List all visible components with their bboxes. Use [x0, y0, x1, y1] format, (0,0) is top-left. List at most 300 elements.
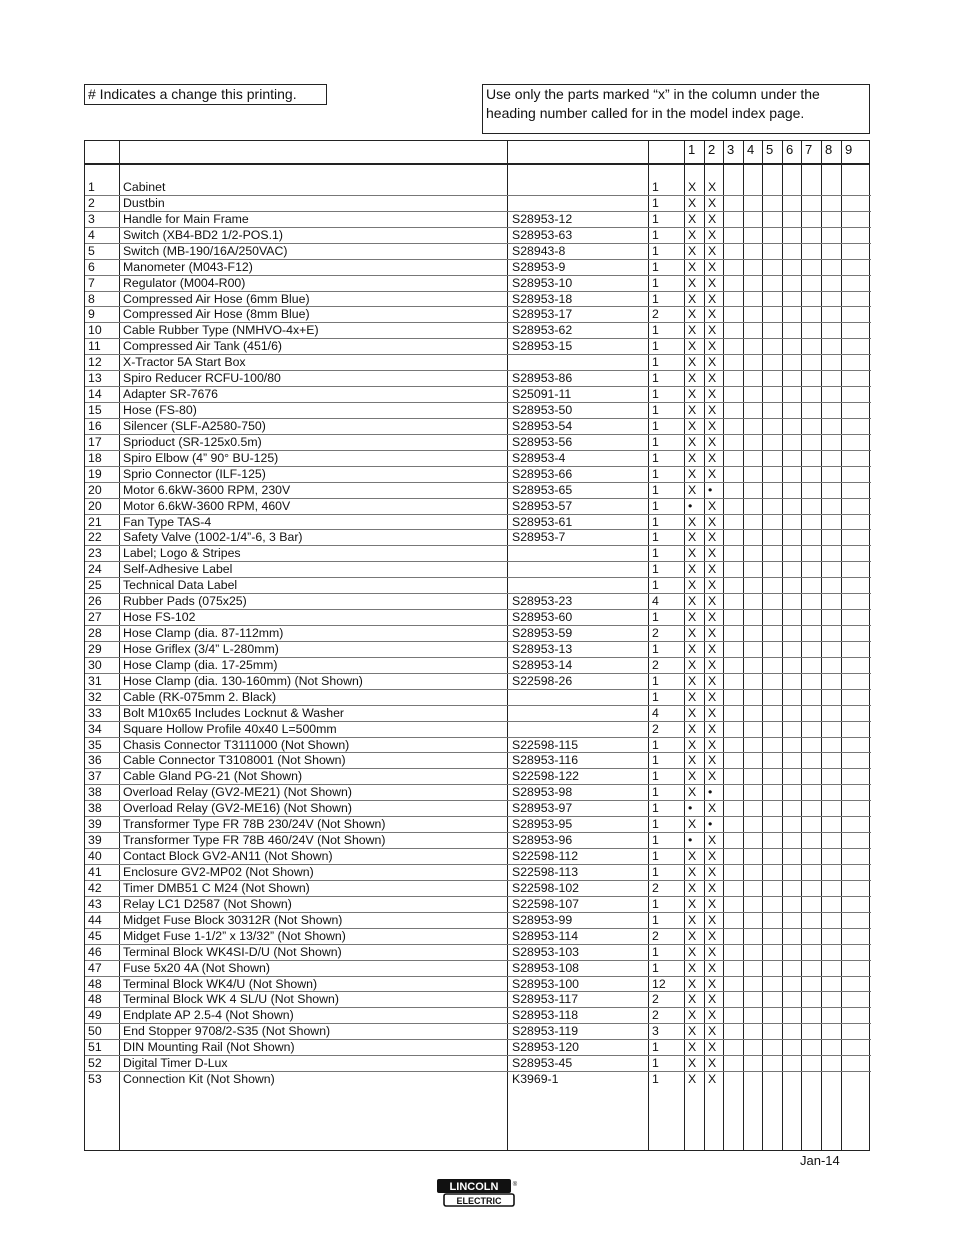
item-number: 9: [88, 307, 95, 322]
part-description: Terminal Block WK4SI-D/U (Not Shown): [123, 944, 342, 959]
model-column-header: 8: [825, 142, 833, 157]
lincoln-electric-logo: [436, 1178, 518, 1208]
quantity: 1: [652, 482, 659, 497]
part-description: End Stopper 9708/2-S35 (Not Shown): [123, 1024, 331, 1039]
item-number: 21: [88, 514, 102, 529]
part-number: S28953-120: [512, 1040, 580, 1055]
part-number: S28953-86: [512, 371, 573, 386]
part-number: S28953-45: [512, 1056, 573, 1071]
item-number: 32: [88, 689, 102, 704]
part-description: DIN Mounting Rail (Not Shown): [123, 1040, 295, 1055]
quantity: 4: [652, 594, 659, 609]
model-1-mark: X: [688, 896, 697, 911]
quantity: 4: [652, 705, 659, 720]
part-number: S28953-59: [512, 626, 573, 641]
column-divider: [782, 141, 783, 1150]
item-number: 49: [88, 1008, 102, 1023]
model-column-header: 2: [708, 142, 716, 157]
quantity: 1: [652, 769, 659, 784]
item-number: 38: [88, 801, 102, 816]
model-2-mark: X: [708, 1072, 717, 1087]
model-2-mark: X: [708, 546, 717, 561]
model-1-mark: X: [688, 450, 697, 465]
part-description: Motor 6.6kW-3600 RPM, 460V: [123, 498, 291, 513]
model-1-mark: X: [688, 323, 697, 338]
model-1-mark: X: [688, 434, 697, 449]
model-2-mark: X: [708, 912, 717, 927]
part-number: S28953-63: [512, 227, 573, 242]
model-1-mark: X: [688, 339, 697, 354]
part-number: S28953-14: [512, 657, 573, 672]
item-number: 39: [88, 833, 102, 848]
part-description: Hose (FS-80): [123, 403, 197, 418]
item-number: 44: [88, 912, 102, 927]
model-1-mark: •: [688, 801, 693, 816]
part-description: Label; Logo & Stripes: [123, 546, 241, 561]
part-number: S22598-102: [512, 880, 580, 895]
model-2-mark: X: [708, 769, 717, 784]
model-1-mark: X: [688, 944, 697, 959]
item-number: 14: [88, 387, 102, 402]
model-2-mark: X: [708, 403, 717, 418]
quantity: 1: [652, 291, 659, 306]
model-2-mark: X: [708, 976, 717, 991]
model-2-mark: X: [708, 864, 717, 879]
item-number: 11: [88, 339, 101, 354]
item-number: 31: [88, 673, 102, 688]
model-1-mark: X: [688, 689, 697, 704]
item-number: 2: [88, 195, 95, 210]
model-2-mark: X: [708, 466, 717, 481]
model-2-mark: X: [708, 1008, 717, 1023]
model-1-mark: X: [688, 721, 697, 736]
quantity: 1: [652, 227, 659, 242]
model-1-mark: X: [688, 912, 697, 927]
part-number: S28953-10: [512, 275, 573, 290]
model-2-mark: X: [708, 737, 717, 752]
model-2-mark: X: [708, 323, 717, 338]
model-1-mark: X: [688, 976, 697, 991]
quantity: 12: [652, 976, 666, 991]
part-number: S28953-119: [512, 1024, 579, 1039]
item-number: 48: [88, 976, 102, 991]
part-description: Handle for Main Frame: [123, 211, 249, 226]
model-1-mark: X: [688, 673, 697, 688]
part-number: S28953-4: [512, 450, 566, 465]
change-marker-note: [84, 84, 327, 105]
part-description: Spiro Elbow (4” 90° BU-125): [123, 450, 279, 465]
model-1-mark: X: [688, 928, 697, 943]
model-1-mark: X: [688, 1072, 697, 1087]
part-description: Terminal Block WK4/U (Not Shown): [123, 976, 318, 991]
change-marker-text: # Indicates a change this printing.: [88, 86, 297, 102]
model-column-header: 9: [845, 142, 853, 157]
model-1-mark: X: [688, 546, 697, 561]
item-number: 22: [88, 530, 102, 545]
model-2-mark: X: [708, 641, 717, 656]
part-description: Self-Adhesive Label: [123, 562, 233, 577]
column-divider: [821, 141, 822, 1150]
part-description: Fan Type TAS-4: [123, 514, 212, 529]
part-number: K3969-1: [512, 1072, 559, 1087]
part-number: S28953-96: [512, 833, 573, 848]
part-description: Compressed Air Hose (6mm Blue): [123, 291, 310, 306]
model-1-mark: X: [688, 259, 697, 274]
model-2-mark: X: [708, 180, 717, 194]
quantity: 1: [652, 546, 659, 561]
part-description: Spiro Reducer RCFU-100/80: [123, 371, 281, 386]
model-2-mark: X: [708, 211, 717, 226]
quantity: 2: [652, 992, 659, 1007]
quantity: 2: [652, 657, 659, 672]
column-divider: [743, 141, 744, 1150]
item-number: 7: [88, 275, 95, 290]
item-number: 18: [88, 450, 102, 465]
part-description: X-Tractor 5A Start Box: [123, 355, 246, 370]
quantity: 1: [652, 1056, 659, 1071]
part-description: Midget Fuse Block 30312R (Not Shown): [123, 912, 343, 927]
item-number: 15: [88, 403, 102, 418]
model-1-mark: X: [688, 275, 697, 290]
model-2-mark: X: [708, 1024, 717, 1039]
item-number: 39: [88, 817, 102, 832]
usage-note: [482, 84, 870, 134]
quantity: 1: [652, 355, 659, 370]
model-2-mark: X: [708, 896, 717, 911]
part-number: S28953-95: [512, 817, 573, 832]
part-number: S22598-112: [512, 849, 579, 864]
part-description: Motor 6.6kW-3600 RPM, 230V: [123, 482, 291, 497]
model-2-mark: X: [708, 339, 717, 354]
quantity: 1: [652, 450, 659, 465]
quantity: 1: [652, 785, 659, 800]
revision-date: Jan-14: [800, 1153, 840, 1168]
model-2-mark: X: [708, 944, 717, 959]
model-1-mark: X: [688, 880, 697, 895]
item-number: 5: [88, 243, 95, 258]
quantity: 1: [652, 849, 659, 864]
part-description: Transformer Type FR 78B 460/24V (Not Shown): [123, 833, 386, 848]
quantity: 1: [652, 418, 659, 433]
item-number: 24: [88, 562, 102, 577]
quantity: 2: [652, 928, 659, 943]
model-1-mark: X: [688, 753, 697, 768]
model-1-mark: X: [688, 769, 697, 784]
part-description: Compressed Air Tank (451/6): [123, 339, 283, 354]
model-1-mark: X: [688, 626, 697, 641]
part-description: Cabinet: [123, 180, 166, 194]
part-description: Hose Griflex (3/4” L-280mm): [123, 641, 279, 656]
model-2-mark: X: [708, 594, 717, 609]
model-1-mark: X: [688, 403, 697, 418]
model-2-mark: X: [708, 705, 717, 720]
part-number: S22598-107: [512, 896, 580, 911]
part-description: Enclosure GV2-MP02 (Not Shown): [123, 864, 314, 879]
quantity: 2: [652, 307, 659, 322]
part-description: Bolt M10x65 Includes Locknut & Washer: [123, 705, 345, 720]
part-description: Terminal Block WK 4 SL/U (Not Shown): [123, 992, 339, 1007]
model-2-mark: X: [708, 721, 717, 736]
part-number: S28953-50: [512, 403, 573, 418]
model-2-mark: X: [708, 418, 717, 433]
column-divider: [119, 141, 120, 1150]
quantity: 1: [652, 960, 659, 975]
part-description: Relay LC1 D2587 (Not Shown): [123, 896, 292, 911]
item-number: 29: [88, 641, 102, 656]
part-number: S28953-17: [512, 307, 573, 322]
item-number: 37: [88, 769, 102, 784]
model-2-mark: X: [708, 227, 717, 242]
model-1-mark: X: [688, 514, 697, 529]
column-divider: [762, 141, 763, 1150]
part-number: S28953-66: [512, 466, 573, 481]
model-2-mark: X: [708, 307, 717, 322]
header-divider: [85, 163, 869, 165]
item-number: 30: [88, 657, 102, 672]
part-number: S25091-11: [512, 387, 572, 402]
model-2-mark: X: [708, 849, 717, 864]
quantity: 1: [652, 833, 659, 848]
logo-bottom-text: ELECTRIC: [456, 1196, 502, 1206]
quantity: 2: [652, 880, 659, 895]
model-1-mark: X: [688, 418, 697, 433]
model-2-mark: X: [708, 371, 717, 386]
model-1-mark: X: [688, 355, 697, 370]
part-description: Hose Clamp (dia. 87-112mm): [123, 626, 284, 641]
part-description: Regulator (M004-R00): [123, 275, 246, 290]
quantity: 1: [652, 275, 659, 290]
part-number: S28953-7: [512, 530, 566, 545]
item-number: 4: [88, 227, 95, 242]
part-description: Sprioduct (SR-125x0.5m): [123, 434, 262, 449]
part-number: S28953-108: [512, 960, 580, 975]
item-number: 43: [88, 896, 102, 911]
quantity: 1: [652, 498, 659, 513]
part-description: Endplate AP 2.5-4 (Not Shown): [123, 1008, 294, 1023]
item-number: 38: [88, 785, 102, 800]
item-number: 36: [88, 753, 102, 768]
item-number: 1: [88, 180, 95, 194]
quantity: 1: [652, 801, 659, 816]
model-1-mark: X: [688, 960, 697, 975]
quantity: 1: [652, 641, 659, 656]
part-description: Rubber Pads (075x25): [123, 594, 247, 609]
model-2-mark: X: [708, 498, 717, 513]
part-description: Hose FS-102: [123, 610, 196, 625]
quantity: 1: [652, 403, 659, 418]
part-description: Square Hollow Profile 40x40 L=500mm: [123, 721, 337, 736]
item-number: 45: [88, 928, 102, 943]
quantity: 1: [652, 387, 659, 402]
quantity: 1: [652, 339, 659, 354]
part-description: Connection Kit (Not Shown): [123, 1072, 275, 1087]
quantity: 1: [652, 180, 659, 194]
part-number: S22598-26: [512, 673, 573, 688]
part-description: Contact Block GV2-AN11 (Not Shown): [123, 849, 333, 864]
part-number: S28953-65: [512, 482, 573, 497]
item-number: 17: [88, 434, 102, 449]
item-number: 50: [88, 1024, 102, 1039]
item-number: 13: [88, 371, 102, 386]
item-number: 25: [88, 578, 102, 593]
part-number: S28953-12: [512, 211, 573, 226]
part-description: Hose Clamp (dia. 17-25mm): [123, 657, 278, 672]
column-divider: [507, 141, 508, 1150]
usage-text: Use only the parts marked “x” in the column under the heading number called for in the model index page.: [486, 86, 820, 121]
quantity: 1: [652, 466, 659, 481]
part-number: S22598-113: [512, 864, 579, 879]
model-2-mark: X: [708, 195, 717, 210]
item-number: 19: [88, 466, 102, 481]
part-number: S28953-61: [512, 514, 573, 529]
column-divider: [684, 141, 685, 1150]
item-number: 6: [88, 259, 95, 274]
quantity: 1: [652, 243, 659, 258]
model-1-mark: X: [688, 594, 697, 609]
part-description: Technical Data Label: [123, 578, 238, 593]
part-number: S22598-122: [512, 769, 580, 784]
model-1-mark: X: [688, 530, 697, 545]
model-2-mark: X: [708, 259, 717, 274]
model-2-mark: X: [708, 673, 717, 688]
model-1-mark: X: [688, 578, 697, 593]
part-description: Compressed Air Hose (8mm Blue): [123, 307, 310, 322]
model-1-mark: X: [688, 737, 697, 752]
item-number: 52: [88, 1056, 102, 1071]
quantity: 1: [652, 371, 659, 386]
quantity: 1: [652, 737, 659, 752]
column-divider: [648, 141, 649, 1150]
model-1-mark: X: [688, 1040, 697, 1055]
column-divider: [704, 141, 705, 1150]
quantity: 1: [652, 753, 659, 768]
quantity: 1: [652, 689, 659, 704]
part-number: S28953-117: [512, 992, 579, 1007]
part-number: S28953-23: [512, 594, 573, 609]
quantity: 1: [652, 864, 659, 879]
item-number: 3: [88, 211, 95, 226]
model-2-mark: •: [708, 785, 713, 800]
quantity: 1: [652, 817, 659, 832]
item-number: 28: [88, 626, 102, 641]
part-description: Hose Clamp (dia. 130-160mm) (Not Shown): [123, 673, 363, 688]
quantity: 1: [652, 578, 659, 593]
part-description: Cable Rubber Type (NMHVO-4x+E): [123, 323, 319, 338]
model-2-mark: X: [708, 562, 717, 577]
item-number: 40: [88, 849, 102, 864]
quantity: 1: [652, 323, 659, 338]
model-2-mark: X: [708, 291, 717, 306]
model-2-mark: X: [708, 960, 717, 975]
part-number: S28953-100: [512, 976, 580, 991]
model-1-mark: X: [688, 211, 697, 226]
quantity: 1: [652, 1040, 659, 1055]
part-number: S22598-115: [512, 737, 579, 752]
model-1-mark: X: [688, 705, 697, 720]
part-description: Switch (MB-190/16A/250VAC): [123, 243, 288, 258]
model-2-mark: X: [708, 880, 717, 895]
part-description: Manometer (M043-F12): [123, 259, 253, 274]
model-1-mark: X: [688, 785, 697, 800]
model-2-mark: X: [708, 689, 717, 704]
part-number: S28953-9: [512, 259, 566, 274]
item-number: 53: [88, 1072, 102, 1087]
quantity: 1: [652, 673, 659, 688]
item-number: 48: [88, 992, 102, 1007]
model-1-mark: X: [688, 227, 697, 242]
quantity: 1: [652, 530, 659, 545]
model-1-mark: X: [688, 1008, 697, 1023]
quantity: 1: [652, 514, 659, 529]
part-description: Overload Relay (GV2-ME21) (Not Shown): [123, 785, 352, 800]
quantity: 1: [652, 195, 659, 210]
model-column-header: 3: [727, 142, 735, 157]
model-2-mark: X: [708, 657, 717, 672]
model-1-mark: X: [688, 992, 697, 1007]
item-number: 26: [88, 594, 102, 609]
item-number: 27: [88, 610, 102, 625]
model-1-mark: X: [688, 562, 697, 577]
model-2-mark: X: [708, 514, 717, 529]
part-description: Switch (XB4-BD2 1/2-POS.1): [123, 227, 283, 242]
model-1-mark: X: [688, 371, 697, 386]
model-2-mark: •: [708, 817, 713, 832]
part-number: S28953-56: [512, 434, 573, 449]
model-2-mark: X: [708, 243, 717, 258]
model-1-mark: X: [688, 610, 697, 625]
quantity: 1: [652, 211, 659, 226]
part-description: Timer DMB51 C M24 (Not Shown): [123, 880, 310, 895]
item-number: 23: [88, 546, 102, 561]
model-1-mark: X: [688, 180, 697, 194]
model-column-header: 5: [766, 142, 774, 157]
part-description: Chasis Connector T3111000 (Not Shown): [123, 737, 350, 752]
part-number: S28953-54: [512, 418, 573, 433]
item-number: 33: [88, 705, 102, 720]
part-description: Cable Gland PG-21 (Not Shown): [123, 769, 303, 784]
model-1-mark: X: [688, 641, 697, 656]
model-2-mark: X: [708, 610, 717, 625]
model-2-mark: X: [708, 530, 717, 545]
model-1-mark: •: [688, 498, 693, 513]
model-2-mark: X: [708, 578, 717, 593]
part-description: Cable Connector T3108001 (Not Shown): [123, 753, 346, 768]
part-number: S28953-18: [512, 291, 573, 306]
part-description: Midget Fuse 1-1/2” x 13/32” (Not Shown): [123, 928, 346, 943]
column-divider: [841, 141, 842, 1150]
part-description: Dustbin: [123, 195, 165, 210]
item-number: 12: [88, 355, 102, 370]
quantity: 3: [652, 1024, 659, 1039]
model-2-mark: X: [708, 450, 717, 465]
quantity: 2: [652, 1008, 659, 1023]
part-number: S28953-114: [512, 928, 579, 943]
model-2-mark: X: [708, 801, 717, 816]
model-1-mark: X: [688, 195, 697, 210]
quantity: 1: [652, 944, 659, 959]
model-1-mark: X: [688, 849, 697, 864]
model-2-mark: X: [708, 355, 717, 370]
model-1-mark: X: [688, 482, 697, 497]
part-description: Fuse 5x20 4A (Not Shown): [123, 960, 270, 975]
part-number: S28943-8: [512, 243, 566, 258]
model-1-mark: X: [688, 817, 697, 832]
quantity: 1: [652, 259, 659, 274]
model-1-mark: •: [688, 833, 693, 848]
part-description: Overload Relay (GV2-ME16) (Not Shown): [123, 801, 352, 816]
model-1-mark: X: [688, 657, 697, 672]
item-number: 20: [88, 498, 102, 513]
